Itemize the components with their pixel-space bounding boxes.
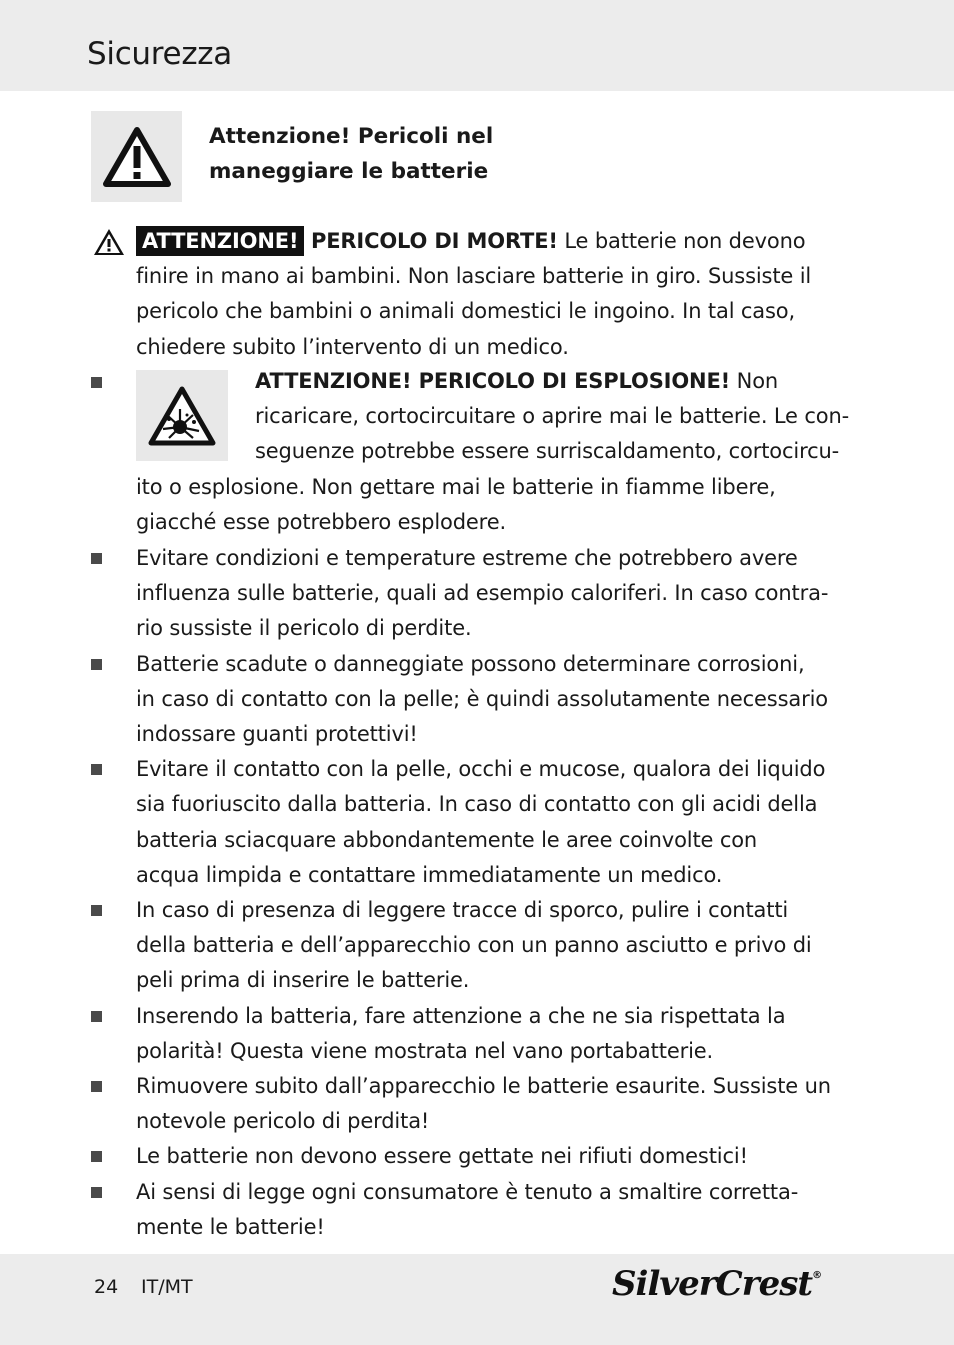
page-header (0, 0, 954, 91)
explosion-paragraph-top (255, 364, 867, 470)
text-line: sia fuoriuscito dalla batteria. In caso di contatto con gli acidi della (136, 792, 818, 817)
page-number: 24 (94, 1276, 119, 1298)
square-bullet-icon (91, 553, 105, 565)
text-line: Inserendo la batteria, fare attenzione a che ne sia rispettata la (136, 1003, 786, 1028)
text-line: polarità! Questa viene mostrata nel vano portabatterie. (136, 1038, 714, 1063)
text-line: Evitare il contatto con la pelle, occhi e mucose, qualora dei liquido (136, 757, 826, 782)
text: Le batterie non devono (564, 229, 806, 253)
list-item (136, 1175, 866, 1245)
attention-tag: ATTENZIONE! (136, 226, 304, 256)
list-item (136, 752, 866, 893)
page-title: Sicurezza (87, 36, 232, 72)
explosion-label: ATTENZIONE! PERICOLO DI ESPLOSIONE! (255, 369, 731, 393)
text-line: finire in mano ai bambini. Non lasciare batterie in giro. Sussiste il (136, 264, 812, 289)
text-line: pericolo che bambini o animali domestici le ingoino. In tal caso, (136, 299, 796, 324)
text-line: in caso di contatto con la pelle; è quindi assolutamente necessario (136, 686, 828, 711)
list-item (136, 1139, 866, 1174)
danger-line (136, 224, 866, 259)
text-line: In caso di presenza di leggere tracce di sporco, pulire i contatti (136, 898, 789, 922)
text-line: batteria sciacquare abbondantemente le aree coinvolte con (136, 827, 758, 852)
brand-name: SilverCrest (612, 1264, 813, 1304)
hazard-heading-line: maneggiare le batterie (209, 159, 489, 184)
text-line: Rimuovere subito dall’apparecchio le batterie esaurite. Sussiste un (136, 1074, 831, 1098)
list-item (136, 1069, 866, 1139)
square-bullet-icon (91, 1187, 105, 1199)
list-item (136, 893, 866, 999)
text-line: notevole pericolo di perdita! (136, 1109, 430, 1134)
text: Non (736, 369, 779, 393)
danger-label: PERICOLO DI MORTE! (310, 229, 558, 253)
square-bullet-icon (91, 377, 105, 389)
text-line: acqua limpida e contattare immediatamente un medico. (136, 862, 723, 887)
danger-paragraph (136, 224, 866, 365)
warning-triangle-icon (91, 111, 182, 202)
hazard-heading (209, 119, 493, 189)
text-line: peli prima di inserire le batterie. (136, 968, 470, 993)
text-line: Ai sensi di legge ogni consumatore è tenuto a smaltire corretta- (136, 1179, 799, 1204)
list-item (136, 647, 866, 753)
explosion-paragraph-bottom (136, 470, 866, 540)
brand-logo (612, 1264, 821, 1304)
square-bullet-icon (91, 1081, 105, 1093)
warning-triangle-small-icon (93, 228, 125, 256)
registered-mark: ® (812, 1270, 822, 1281)
square-bullet-icon (91, 905, 105, 917)
square-bullet-icon (91, 659, 105, 671)
text-line: seguenze potrebbe essere surriscaldamento, cortocircu- (255, 439, 840, 464)
text-line: della batteria e dell’apparecchio con un panno asciutto e privo di (136, 933, 812, 958)
text-line: Le batterie non devono essere gettate nei rifiuti domestici! (136, 1144, 748, 1169)
text-line: influenza sulle batterie, quali ad esempio caloriferi. In caso contra- (136, 581, 829, 606)
text-line: ito o esplosione. Non gettare mai le batterie in fiamme libere, (136, 475, 776, 499)
explosion-line (255, 364, 867, 399)
explosion-hazard-icon (136, 370, 228, 461)
text-line: mente le batterie! (136, 1214, 325, 1239)
text-line: indossare guanti protettivi! (136, 722, 418, 746)
square-bullet-icon (91, 764, 105, 776)
text-line: ricaricare, cortocircuitare o aprire mai le batterie. Le con- (255, 404, 850, 429)
list-item (136, 999, 866, 1069)
text-line: giacché esse potrebbero esplodere. (136, 510, 506, 535)
square-bullet-icon (91, 1151, 105, 1163)
locale-code: IT/MT (141, 1276, 193, 1298)
text-line: chiedere subito l’intervento di un medico. (136, 334, 569, 359)
square-bullet-icon (91, 1011, 105, 1023)
text-line: Batterie scadute o danneggiate possono determinare corrosioni, (136, 651, 805, 676)
list-item (136, 541, 866, 647)
hazard-heading-line: Attenzione! Pericoli nel (209, 124, 494, 149)
text-line: Evitare condizioni e temperature estreme che potrebbero avere (136, 546, 798, 570)
text-line: rio sussiste il pericolo di perdite. (136, 616, 472, 641)
